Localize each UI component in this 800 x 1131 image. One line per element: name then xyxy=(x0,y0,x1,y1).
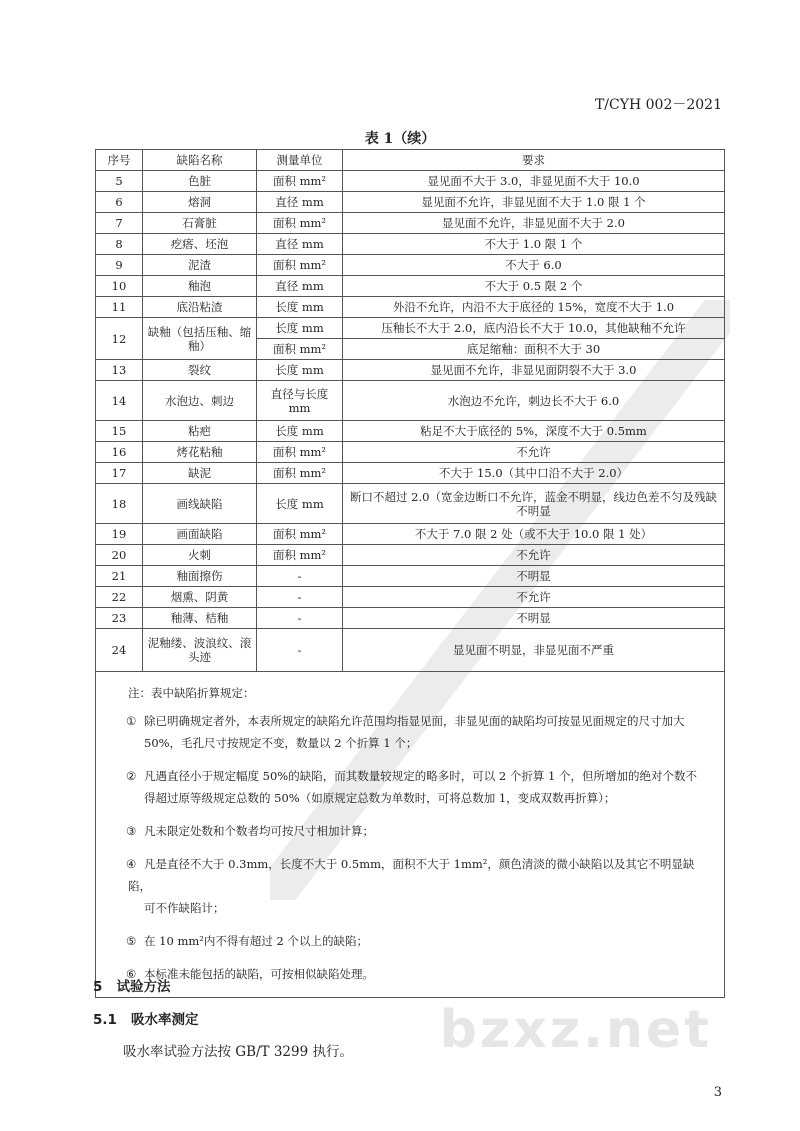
note-3-text: 凡未限定处数和个数者均可按尺寸相加计算； xyxy=(144,824,374,838)
row-no: 20 xyxy=(96,545,143,566)
row-unit: 长度 mm xyxy=(257,484,343,524)
row-req: 外沿不允许，内沿不大于底径的 15%，宽度不大于 1.0 xyxy=(343,297,725,318)
row-name: 缺泥 xyxy=(143,463,257,484)
row-req: 不明显 xyxy=(343,608,725,629)
row-unit: - xyxy=(257,629,343,672)
note-4-text-a: 凡是直径不大于 0.3mm，长度不大于 0.5mm，面积不大于 1mm²，颜色清淡的微小缺陷以及其它不明显缺陷， xyxy=(128,857,695,893)
row-name: 画线缺陷 xyxy=(143,484,257,524)
note-4-text-b: 可不作缺陷计； xyxy=(144,901,225,915)
row-unit: 面积 mm² xyxy=(257,339,343,360)
row-no: 14 xyxy=(96,381,143,421)
row-req: 不允许 xyxy=(343,545,725,566)
row-req: 断口不超过 2.0（宽金边断口不允许，蓝金不明显，线边色差不匀及残缺不明显 xyxy=(343,484,725,524)
note-1 xyxy=(128,710,710,754)
row-unit: 面积 mm² xyxy=(257,524,343,545)
row-unit: - xyxy=(257,587,343,608)
note-2-text-b: 得超过原等级规定总数的 50%（如原规定总数为单数时，可将总数加 1，变成双数再折算）； xyxy=(144,791,616,805)
row-req: 显见面不允许，非显见面阴裂不大于 3.0 xyxy=(343,360,725,381)
notes-row xyxy=(96,672,725,998)
document-id: T/CYH 002－2021 xyxy=(594,97,722,113)
note-6 xyxy=(128,963,710,985)
site-watermark: bzxz.net xyxy=(439,1000,712,1060)
page-number: 3 xyxy=(713,1085,722,1100)
row-name: 火刺 xyxy=(143,545,257,566)
row-req: 不明显 xyxy=(343,566,725,587)
row-no: 10 xyxy=(96,276,143,297)
row-unit: 面积 mm² xyxy=(257,171,343,192)
table-row xyxy=(96,587,725,608)
row-name: 疙瘩、坯泡 xyxy=(143,234,257,255)
row-unit: 直径 mm xyxy=(257,276,343,297)
note-2 xyxy=(128,765,710,809)
table-title: 表 1（续） xyxy=(364,131,436,147)
table-row xyxy=(96,629,725,672)
table-row xyxy=(96,360,725,381)
table-row xyxy=(96,484,725,524)
note-5-number: ⑤ xyxy=(126,934,137,948)
row-no: 5 xyxy=(96,171,143,192)
row-req: 底足缩釉：面积不大于 30 xyxy=(343,339,725,360)
row-no: 12 xyxy=(96,318,143,360)
row-no: 7 xyxy=(96,213,143,234)
row-req: 显见面不允许，非显见面不大于 2.0 xyxy=(343,213,725,234)
row-req: 不大于 1.0 限 1 个 xyxy=(343,234,725,255)
row-no: 11 xyxy=(96,297,143,318)
note-6-text: 本标准未能包括的缺陷，可按相似缺陷处理。 xyxy=(144,967,374,981)
note-3 xyxy=(128,820,710,842)
row-unit: 直径与长度 mm xyxy=(257,381,343,421)
row-req: 不大于 15.0（其中口沿不大于 2.0） xyxy=(343,463,725,484)
table-row xyxy=(96,421,725,442)
row-name: 画面缺陷 xyxy=(143,524,257,545)
row-name: 粘疤 xyxy=(143,421,257,442)
table-row xyxy=(96,276,725,297)
note-1-text-b: 50%，毛孔尺寸按规定不变，数量以 2 个折算 1 个； xyxy=(144,736,418,750)
row-no: 13 xyxy=(96,360,143,381)
row-unit: 面积 mm² xyxy=(257,463,343,484)
row-unit: 直径 mm xyxy=(257,192,343,213)
table-row xyxy=(96,608,725,629)
row-name: 裂纹 xyxy=(143,360,257,381)
row-name: 泥釉缕、波浪纹、滚头迹 xyxy=(143,629,257,672)
row-name: 水泡边、刺边 xyxy=(143,381,257,421)
table-row xyxy=(96,524,725,545)
row-req: 不允许 xyxy=(343,587,725,608)
row-no: 19 xyxy=(96,524,143,545)
body-paragraph: 吸水率试验方法按 GB/T 3299 执行。 xyxy=(123,1044,353,1060)
table-row xyxy=(96,318,725,339)
col-header-no: 序号 xyxy=(96,150,143,171)
table-row xyxy=(96,463,725,484)
row-no: 15 xyxy=(96,421,143,442)
col-header-name: 缺陷名称 xyxy=(143,150,257,171)
row-req: 不大于 7.0 限 2 处（或不大于 10.0 限 1 处） xyxy=(343,524,725,545)
defects-table xyxy=(95,149,725,998)
note-3-number: ③ xyxy=(126,824,137,838)
table-row xyxy=(96,297,725,318)
row-unit: - xyxy=(257,608,343,629)
row-name: 熔洞 xyxy=(143,192,257,213)
row-no: 17 xyxy=(96,463,143,484)
row-req: 显见面不允许，非显见面不大于 1.0 限 1 个 xyxy=(343,192,725,213)
row-name: 缺釉（包括压釉、缩釉） xyxy=(143,318,257,360)
row-unit: 长度 mm xyxy=(257,318,343,339)
note-5-text: 在 10 mm²内不得有超过 2 个以上的缺陷； xyxy=(144,934,368,948)
table-row xyxy=(96,255,725,276)
row-req: 压釉长不大于 2.0，底内沿长不大于 10.0，其他缺釉不允许 xyxy=(343,318,725,339)
row-name: 底沿粘渣 xyxy=(143,297,257,318)
table-row xyxy=(96,381,725,421)
row-name: 烟熏、阴黄 xyxy=(143,587,257,608)
table-row xyxy=(96,234,725,255)
row-no: 23 xyxy=(96,608,143,629)
row-unit: 面积 mm² xyxy=(257,545,343,566)
row-unit: 长度 mm xyxy=(257,360,343,381)
note-4-number: ④ xyxy=(126,857,137,871)
table-row xyxy=(96,192,725,213)
table-row xyxy=(96,213,725,234)
row-name: 釉泡 xyxy=(143,276,257,297)
table-row xyxy=(96,545,725,566)
row-unit: 长度 mm xyxy=(257,421,343,442)
row-unit: 长度 mm xyxy=(257,297,343,318)
row-req: 显见面不明显，非显见面不严重 xyxy=(343,629,725,672)
note-2-text-a: 凡遇直径小于规定幅度 50%的缺陷，而其数量较规定的略多时，可以 2 个折算 1 个，但所增加的绝对个数不 xyxy=(144,769,697,783)
note-2-number: ② xyxy=(126,769,137,783)
row-name: 色脏 xyxy=(143,171,257,192)
row-unit: 面积 mm² xyxy=(257,255,343,276)
row-no: 6 xyxy=(96,192,143,213)
note-1-text-a: 除已明确规定者外，本表所规定的缺陷允许范围均指显见面，非显见面的缺陷均可按显见面规定的尺寸加大 xyxy=(144,714,685,728)
row-req: 粘足不大于底径的 5%，深度不大于 0.5mm xyxy=(343,421,725,442)
note-6-number: ⑥ xyxy=(126,967,137,981)
note-1-number: ① xyxy=(126,714,137,728)
subsection-heading: 5.1 吸水率测定 xyxy=(93,1012,199,1028)
row-req: 显见面不大于 3.0，非显见面不大于 10.0 xyxy=(343,171,725,192)
row-unit: 面积 mm² xyxy=(257,442,343,463)
row-name: 烤花粘釉 xyxy=(143,442,257,463)
row-no: 21 xyxy=(96,566,143,587)
row-unit: 面积 mm² xyxy=(257,213,343,234)
row-name: 泥渣 xyxy=(143,255,257,276)
row-req: 不大于 6.0 xyxy=(343,255,725,276)
section-heading: 5 试验方法 xyxy=(93,979,171,995)
row-req: 不大于 0.5 限 2 个 xyxy=(343,276,725,297)
row-no: 16 xyxy=(96,442,143,463)
row-no: 8 xyxy=(96,234,143,255)
row-name: 石膏脏 xyxy=(143,213,257,234)
table-row xyxy=(96,442,725,463)
row-no: 9 xyxy=(96,255,143,276)
table-row xyxy=(96,566,725,587)
note-4 xyxy=(128,853,710,919)
row-req: 水泡边不允许，刺边长不大于 6.0 xyxy=(343,381,725,421)
table-header-row xyxy=(96,150,725,171)
note-5 xyxy=(128,930,710,952)
row-req: 不允许 xyxy=(343,442,725,463)
col-header-req: 要求 xyxy=(343,150,725,171)
notes-title: 注：表中缺陷折算规定： xyxy=(128,686,255,700)
row-name: 釉薄、桔釉 xyxy=(143,608,257,629)
notes-cell xyxy=(96,672,725,998)
row-no: 22 xyxy=(96,587,143,608)
row-no: 24 xyxy=(96,629,143,672)
row-no: 18 xyxy=(96,484,143,524)
row-unit: 直径 mm xyxy=(257,234,343,255)
row-name: 釉面擦伤 xyxy=(143,566,257,587)
col-header-unit: 测量单位 xyxy=(257,150,343,171)
table-row xyxy=(96,171,725,192)
row-unit: - xyxy=(257,566,343,587)
